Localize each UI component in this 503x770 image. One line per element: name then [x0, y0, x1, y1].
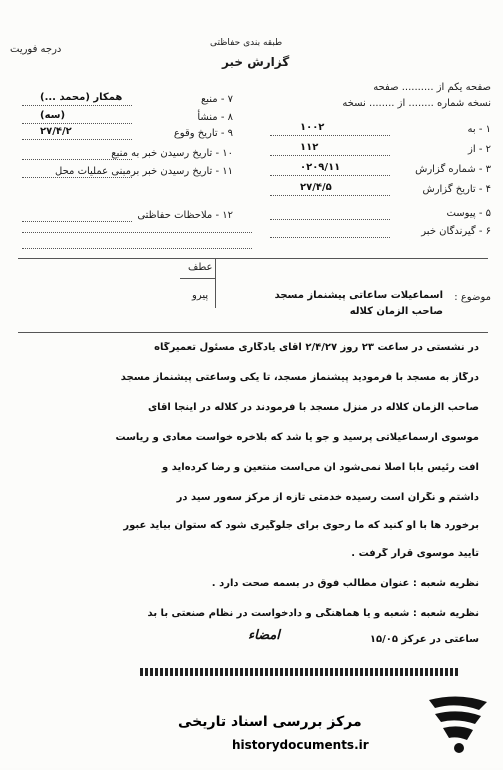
- left-field-line: [22, 159, 132, 160]
- right-field-value: ۲۷/۴/۵: [300, 182, 332, 193]
- subject-label: موضوع :: [454, 292, 491, 303]
- right-field-label: ۴ - تاریخ گزارش: [422, 184, 491, 195]
- priority-label: درجه فوریت: [10, 44, 62, 55]
- classification-label: طبقه بندی حفاظتی: [210, 38, 283, 48]
- left-field-value: همکار (محمد ...): [40, 92, 123, 103]
- right-field-label: صفحه یکم از .......... صفحه: [373, 82, 491, 93]
- ref-box-divider: [215, 258, 216, 308]
- watermark-url: historydocuments.ir: [232, 738, 369, 752]
- right-field-value: ۱۰۰۲: [300, 122, 325, 133]
- right-field-line: [270, 175, 390, 176]
- watermark-title: مرکز بررسی اسناد تاریخی: [178, 714, 362, 730]
- right-field-line: [270, 195, 390, 196]
- subject-line-1: اسماعیلات ساعاتی پیشنماز مسجد: [274, 290, 443, 301]
- left-field-line: [22, 105, 132, 106]
- left-field-label: ۸ - منشأ: [197, 112, 233, 123]
- right-field-line: [270, 219, 390, 220]
- atf-line: [180, 278, 215, 279]
- right-field-value: ۰۲۰۹/۱۱: [300, 162, 341, 173]
- body-divider: [18, 332, 488, 333]
- left-field-label: ۱۱ - تاریخ رسیدن خبر برمبنی عملیات محل: [55, 166, 233, 177]
- right-field-label: ۳ - شماره گزارش: [415, 164, 491, 175]
- body-line: درگاز به مسجد با فرمودید پیشنماز مسجد، تا یکی وساعتی پیشنماز مسجد: [120, 372, 479, 383]
- right-field-line: [270, 155, 390, 156]
- left-field-line: [22, 177, 132, 178]
- left-field-line: [22, 123, 132, 124]
- logo-icon: [419, 688, 497, 766]
- left-field-value: (سه): [40, 110, 66, 121]
- body-line: برخورد ها با او کنید که ما رحوی برای جلوگیری شود که ستوان بیاید عبور: [123, 520, 479, 531]
- footer-band: [140, 668, 460, 676]
- right-field-label: ۲ - از: [468, 144, 491, 155]
- body-line: تایید موسوی قرار گرفت .: [351, 548, 479, 559]
- right-field-line: [270, 135, 390, 136]
- body-line: صاحب الزمان کلاله در منزل مسجد با فرمودند در کلاله در اینجا آقای: [147, 402, 479, 413]
- atf-label: عطف: [188, 262, 213, 273]
- body-line: داشتم و نگران است رسیده خدمتی تازه از مرکز سه‌ور سید در: [176, 492, 479, 503]
- body-line: نظریه شعبه : عنوان مطالب فوق در بسمه صحت دارد .: [211, 578, 479, 589]
- subject-line-2: صاحب الزمان کلاله: [349, 306, 443, 317]
- body-line: افت رئیس بابا اصلا نمی‌شود آن می‌است منتعین و رضا کرده‌اید و: [162, 462, 479, 473]
- left-field-label: ۱۲ - ملاحظات حفاظتی: [137, 210, 233, 221]
- left-field-label: ۱۰ - تاریخ رسیدن خبر به منبع: [111, 148, 233, 159]
- body-line: در نشستی در ساعت ۲۳ روز ۲/۴/۲۷ آقای یادگاری مسئول تعمیرگاه: [154, 342, 479, 353]
- left-field-line: [22, 139, 132, 140]
- signature: امضاء: [248, 628, 280, 643]
- left-field-label: ۹ - تاریخ وقوع: [173, 128, 233, 139]
- left-field-label: ۷ - منبع: [200, 94, 233, 105]
- blank-line: [22, 232, 252, 233]
- report-title: گزارش خبر: [222, 55, 290, 69]
- right-field-label: نسخه شماره ........ از ........ نسخه: [342, 98, 491, 109]
- right-field-label: ۵ - پیوست: [446, 208, 491, 219]
- body-line: موسوی ارسماعیلاتی پرسید و جو یا شد که بلاخره خواست معادی و ریاست: [115, 432, 479, 443]
- right-field-label: ۶ - گیرندگان خبر: [421, 226, 491, 237]
- blank-line: [22, 248, 252, 249]
- body-line: نظریه شعبه : شعبه و یا هماهنگی و دادخواست در نظام صنعتی با بد: [147, 608, 479, 619]
- section-divider: [18, 258, 488, 259]
- left-field-line: [22, 221, 132, 222]
- left-field-value: ۲۷/۴/۲: [40, 126, 72, 137]
- right-field-label: ۱ - به: [467, 124, 491, 135]
- right-field-line: [270, 237, 390, 238]
- watermark-logo: [419, 688, 497, 766]
- right-field-value: ۱۱۲: [300, 142, 319, 153]
- body-line: ساعتی در عرکز ۱۵/۰۵: [369, 634, 479, 645]
- piro-label: پیرو: [192, 290, 209, 301]
